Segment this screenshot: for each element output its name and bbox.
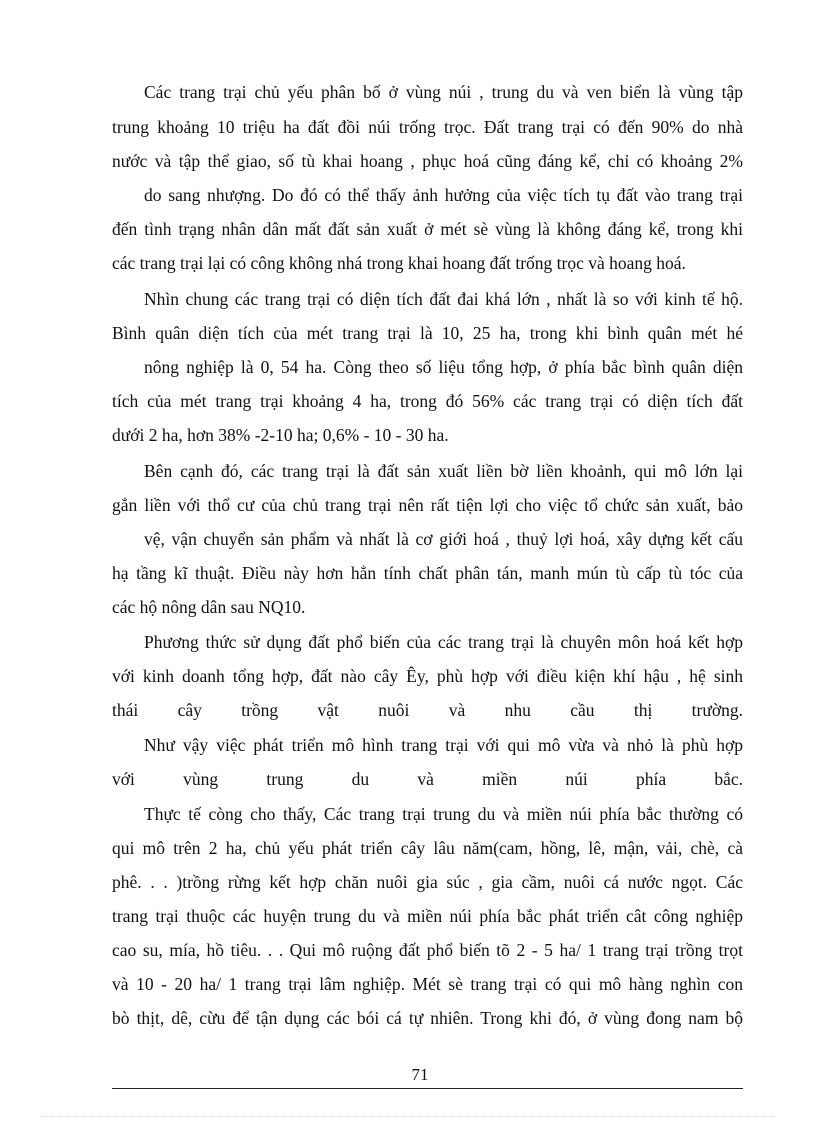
page-number: 71 xyxy=(411,1065,429,1084)
text-line: với vùng trung du và miền núi phía bắc. xyxy=(112,769,743,789)
text-line: nông nghiệp là 0, 54 ha. Còng theo số liệu tổng hợp, ở phía bắc bình quân diện xyxy=(144,357,743,377)
text-line: Như vậy việc phát triển mô hình trang trại với qui mô vừa và nhỏ là phù hợp xyxy=(144,735,743,755)
text-line: với kinh doanh tổng hợp, đất nào cây Êy, phù hợp với điều kiện khí hậu , hệ sinh xyxy=(112,666,743,686)
text-line: thái cây trồng vật nuôi và nhu cầu thị trường. xyxy=(112,700,743,720)
text-line: bò thịt, dê, cừu để tận dụng các bói cá tự nhiên. Trong khi đó, ở vùng đong nam bộ xyxy=(112,1008,743,1028)
text-line: các trang trại lại có công không nhá trong khai hoang đất trống trọc và hoang hoá. xyxy=(112,253,686,273)
text-line: gắn liền với thổ cư của chủ trang trại nên rất tiện lợi cho việc tổ chức sản xuất, bảo xyxy=(112,495,743,515)
text-line: Thực tế còng cho thấy, Các trang trại trung du và miền núi phía bắc thường có xyxy=(144,804,743,824)
text-line: Bình quân diện tích của mét trang trại là 10, 25 ha, trong khi bình quân mét hé xyxy=(112,323,743,343)
page-bottom-border xyxy=(40,1116,776,1117)
text-line: Phương thức sử dụng đất phổ biến của các trang trại là chuyên môn hoá kết hợp xyxy=(144,632,743,652)
text-line: vệ, vận chuyển sản phẩm và nhất là cơ giới hoá , thuỷ lợi hoá, xây dựng kết cấu xyxy=(144,529,743,549)
text-line: cao su, mía, hồ tiêu. . . Qui mô ruộng đất phổ biến tõ 2 - 5 ha/ 1 trang trại trồng trọt xyxy=(112,940,743,960)
text-line: các hộ nông dân sau NQ10. xyxy=(112,597,306,617)
footer-rule xyxy=(112,1088,743,1089)
text-line: phê. . . )trồng rừng kết hợp chăn nuôi gia súc , gia cầm, nuôi cá nước ngọt. Các xyxy=(112,872,743,892)
text-line: qui mô trên 2 ha, chủ yếu phát triển cây lâu năm(cam, hồng, lê, mận, vải, chè, cà xyxy=(112,838,743,858)
text-line: đến tình trạng nhân dân mất đất sản xuất ở mét sè vùng là không đáng kể, trong khi xyxy=(112,219,743,239)
text-line: nước và tập thể giao, số tù khai hoang , phục hoá cũng đáng kể, chỉ có khoảng 2% xyxy=(112,151,743,171)
text-line: Các trang trại chủ yếu phân bố ở vùng núi , trung du và ven biển là vùng tập xyxy=(144,82,743,102)
text-line: Bên cạnh đó, các trang trại là đất sản xuất liền bờ liền khoảnh, qui mô lớn lại xyxy=(144,461,743,481)
text-line: trung khoảng 10 triệu ha đất đồi núi trống trọc. Đất trang trại có đến 90% do nhà xyxy=(112,117,743,137)
text-line: và 10 - 20 ha/ 1 trang trại lâm nghiệp. Mét sè trang trại có qui mô hàng nghìn con xyxy=(112,974,743,994)
text-line: dưới 2 ha, hơn 38% -2-10 ha; 0,6% - 10 - 30 ha. xyxy=(112,425,449,445)
text-line: Nhìn chung các trang trại có diện tích đất đai khá lớn , nhất là so với kinh tế hộ. xyxy=(144,289,743,309)
text-line: hạ tầng kĩ thuật. Điều này hơn hẳn tính chất phân tán, manh mún tù cấp tù tóc của xyxy=(112,563,743,583)
text-line: do sang nhượng. Do đó có thể thấy ảnh hưởng của việc tích tụ đất vào trang trại xyxy=(144,185,743,205)
text-line: tích của mét trang trại khoảng 4 ha, trong đó 56% các trang trại có diện tích đất xyxy=(112,391,743,411)
text-line: trang trại thuộc các huyện trung du và miền núi phía bắc phát triển cât công nghiệp xyxy=(112,906,743,926)
